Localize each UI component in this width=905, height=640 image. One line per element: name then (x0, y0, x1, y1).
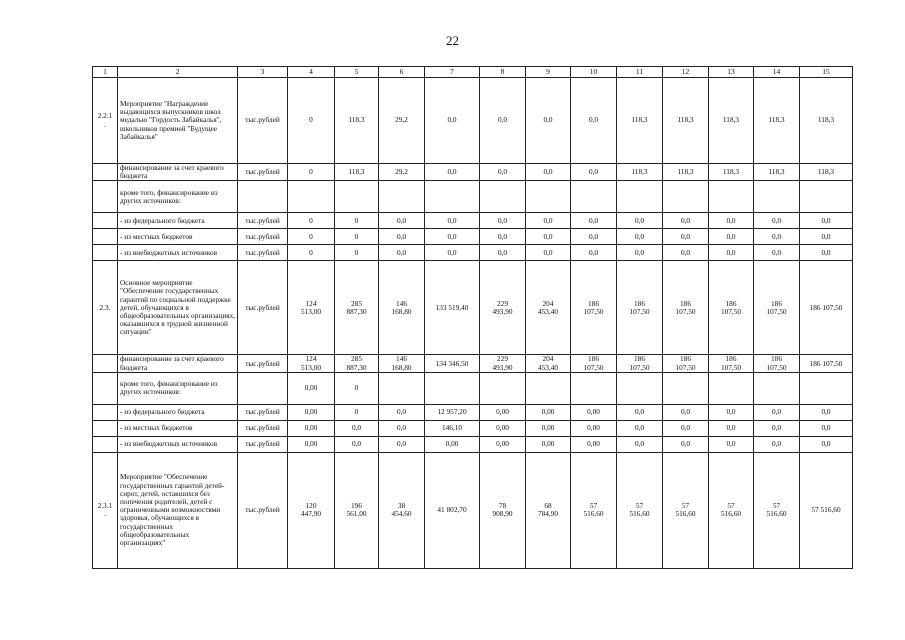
value-cell: 0,0 (379, 436, 425, 452)
table-row (93, 436, 853, 452)
header-row (93, 67, 853, 78)
row-description: - из местных бюджетов (118, 420, 238, 436)
column-header: 4 (288, 67, 335, 78)
value-cell: 0 (288, 245, 335, 261)
value-cell: 118,3 (335, 78, 379, 164)
value-cell: 186 107,50 (800, 261, 853, 355)
value-cell: 0,0 (800, 213, 853, 229)
row-unit (238, 181, 288, 213)
row-description: кроме того, финансирование из других источников: (118, 181, 238, 213)
value-cell: 12 957,20 (425, 404, 480, 420)
column-header: 8 (480, 67, 526, 78)
value-cell (709, 181, 754, 213)
value-cell: 118,3 (709, 164, 754, 181)
table-row (93, 372, 853, 404)
value-cell: 120 447,90 (288, 452, 335, 568)
value-cell: 0,0 (754, 229, 800, 245)
row-description: - из внебюджетных источников (118, 436, 238, 452)
value-cell: 57 516,60 (709, 452, 754, 568)
value-cell: 57 516,60 (800, 452, 853, 568)
value-cell (425, 181, 480, 213)
value-cell: 0,0 (571, 213, 617, 229)
row-description: Мероприятие "Обеспечение государственных гарантий детей-сирот, детей, оставшихся без попечения родителей, детей с ограниченными возможностями здоровья, обучающихся в государственных общеобразовательных организациях" (118, 452, 238, 568)
row-description: - из федерального бюджета (118, 213, 238, 229)
value-cell: 0 (335, 372, 379, 404)
value-cell: 29,2 (379, 78, 425, 164)
value-cell: 186 107,50 (663, 261, 709, 355)
value-cell: 0,0 (709, 420, 754, 436)
value-cell: 57 516,60 (617, 452, 663, 568)
value-cell: 0,0 (425, 213, 480, 229)
row-unit: тыс.рублей (238, 420, 288, 436)
value-cell: 134 346,50 (425, 355, 480, 372)
value-cell: 186 107,50 (663, 355, 709, 372)
value-cell: 186 107,50 (800, 355, 853, 372)
column-header: 12 (663, 67, 709, 78)
table-row (93, 181, 853, 213)
value-cell: 0,0 (335, 436, 379, 452)
value-cell: 0,0 (526, 213, 571, 229)
row-unit: тыс.рублей (238, 404, 288, 420)
value-cell: 0,0 (425, 164, 480, 181)
row-number (93, 213, 118, 229)
value-cell: 0,0 (617, 229, 663, 245)
column-header: 6 (379, 67, 425, 78)
row-unit: тыс.рублей (238, 78, 288, 164)
value-cell: 0 (335, 229, 379, 245)
row-number (93, 181, 118, 213)
value-cell: 0 (335, 404, 379, 420)
value-cell: 0,0 (379, 245, 425, 261)
value-cell: 0,0 (617, 436, 663, 452)
value-cell: 29,2 (379, 164, 425, 181)
value-cell (754, 372, 800, 404)
row-unit: тыс.рублей (238, 229, 288, 245)
value-cell: 0,0 (617, 245, 663, 261)
row-description: кроме того, финансирование из других источников: (118, 372, 238, 404)
value-cell: 0,0 (800, 420, 853, 436)
value-cell: 0,0 (425, 229, 480, 245)
row-number: 2.3. (93, 261, 118, 355)
value-cell: 0,00 (571, 420, 617, 436)
value-cell (663, 372, 709, 404)
value-cell: 78 908,90 (480, 452, 526, 568)
value-cell: 118,3 (663, 164, 709, 181)
row-description: финансирование за счет краевого бюджета (118, 164, 238, 181)
value-cell: 0,0 (526, 245, 571, 261)
value-cell: 68 784,90 (526, 452, 571, 568)
value-cell (379, 181, 425, 213)
column-header: 11 (617, 67, 663, 78)
row-unit: тыс.рублей (238, 452, 288, 568)
row-number (93, 404, 118, 420)
value-cell: 0,0 (571, 245, 617, 261)
row-unit: тыс.рублей (238, 245, 288, 261)
value-cell (709, 372, 754, 404)
value-cell: 0,0 (379, 404, 425, 420)
table-row (93, 261, 853, 355)
row-unit: тыс.рублей (238, 436, 288, 452)
value-cell: 146 168,80 (379, 261, 425, 355)
value-cell: 0,0 (663, 229, 709, 245)
value-cell: 0,0 (754, 420, 800, 436)
value-cell: 186 107,50 (571, 355, 617, 372)
value-cell: 118,3 (663, 78, 709, 164)
value-cell (800, 372, 853, 404)
value-cell: 0,0 (800, 436, 853, 452)
value-cell: 204 453,40 (526, 261, 571, 355)
row-unit: тыс.рублей (238, 261, 288, 355)
value-cell: 0,0 (379, 229, 425, 245)
value-cell: 186 107,50 (754, 261, 800, 355)
column-header: 9 (526, 67, 571, 78)
value-cell: 0,0 (480, 245, 526, 261)
value-cell: 0,0 (526, 164, 571, 181)
table-row (93, 213, 853, 229)
value-cell (800, 181, 853, 213)
value-cell: 0,0 (480, 78, 526, 164)
value-cell: 41 802,70 (425, 452, 480, 568)
value-cell (379, 372, 425, 404)
table-row (93, 452, 853, 568)
row-number (93, 436, 118, 452)
budget-table (92, 66, 853, 569)
column-header: 10 (571, 67, 617, 78)
row-description: - из внебюджетных источников (118, 245, 238, 261)
value-cell: 0,0 (663, 420, 709, 436)
value-cell: 0,0 (617, 420, 663, 436)
column-header: 14 (754, 67, 800, 78)
row-number (93, 164, 118, 181)
value-cell: 186 107,50 (754, 355, 800, 372)
page-number: 22 (446, 33, 459, 48)
value-cell: 0,0 (480, 164, 526, 181)
value-cell: 0,00 (526, 420, 571, 436)
value-cell: 186 107,50 (709, 261, 754, 355)
value-cell: 285 887,30 (335, 355, 379, 372)
table-body (93, 67, 853, 569)
value-cell: 186 107,50 (617, 261, 663, 355)
value-cell (754, 181, 800, 213)
value-cell: 0,0 (800, 245, 853, 261)
value-cell: 0,00 (425, 436, 480, 452)
value-cell: 0,0 (526, 229, 571, 245)
column-header: 15 (800, 67, 853, 78)
value-cell: 0,0 (617, 404, 663, 420)
value-cell: 0,0 (480, 213, 526, 229)
value-cell: 186 107,50 (709, 355, 754, 372)
value-cell: 118,3 (709, 78, 754, 164)
value-cell: 0,0 (800, 229, 853, 245)
row-unit: тыс.рублей (238, 355, 288, 372)
value-cell: 146,10 (425, 420, 480, 436)
value-cell (480, 372, 526, 404)
value-cell: 146 168,80 (379, 355, 425, 372)
value-cell (526, 372, 571, 404)
value-cell: 0,0 (754, 213, 800, 229)
value-cell: 0,0 (663, 213, 709, 229)
value-cell (288, 181, 335, 213)
value-cell: 0,0 (709, 404, 754, 420)
row-description: - из федерального бюджета (118, 404, 238, 420)
value-cell: 0,0 (526, 78, 571, 164)
value-cell: 204 453,40 (526, 355, 571, 372)
value-cell (663, 181, 709, 213)
table-row (93, 355, 853, 372)
value-cell: 229 493,90 (480, 261, 526, 355)
value-cell: 0 (288, 164, 335, 181)
value-cell: 0,0 (425, 78, 480, 164)
value-cell: 0 (335, 213, 379, 229)
value-cell: 118,3 (754, 164, 800, 181)
row-number (93, 420, 118, 436)
row-description: - из местных бюджетов (118, 229, 238, 245)
value-cell: 186 107,50 (571, 261, 617, 355)
column-header: 3 (238, 67, 288, 78)
value-cell: 0,0 (335, 420, 379, 436)
value-cell: 0,0 (754, 436, 800, 452)
value-cell: 0,0 (709, 436, 754, 452)
value-cell: 0,00 (288, 420, 335, 436)
value-cell (425, 372, 480, 404)
row-number (93, 355, 118, 372)
row-description: финансирование за счет краевого бюджета (118, 355, 238, 372)
row-number (93, 372, 118, 404)
value-cell: 0,0 (379, 213, 425, 229)
value-cell: 0,0 (379, 420, 425, 436)
value-cell (571, 372, 617, 404)
column-header: 13 (709, 67, 754, 78)
value-cell: 0,0 (663, 436, 709, 452)
row-number: 2.3.1 . (93, 452, 118, 568)
value-cell: 0,0 (754, 245, 800, 261)
value-cell: 57 516,60 (571, 452, 617, 568)
row-number (93, 245, 118, 261)
value-cell: 0 (288, 78, 335, 164)
value-cell: 0,00 (480, 404, 526, 420)
table-row (93, 78, 853, 164)
value-cell: 57 516,60 (754, 452, 800, 568)
row-number: 2.2.1 . (93, 78, 118, 164)
column-header: 5 (335, 67, 379, 78)
value-cell: 0,0 (425, 245, 480, 261)
value-cell: 0,0 (571, 78, 617, 164)
row-unit: тыс.рублей (238, 164, 288, 181)
row-description: Основное мероприятие "Обеспечение государственных гарантий по социальной поддержке детей, обучающихся в общеобразовательных организациях, оказавшихся в трудной жизненной ситуации" (118, 261, 238, 355)
value-cell (526, 181, 571, 213)
table-row (93, 404, 853, 420)
column-header: 7 (425, 67, 480, 78)
value-cell: 0,00 (526, 404, 571, 420)
value-cell: 124 513,00 (288, 261, 335, 355)
value-cell: 0 (335, 245, 379, 261)
value-cell: 0,00 (571, 404, 617, 420)
row-unit: тыс.рублей (238, 213, 288, 229)
value-cell: 0,0 (754, 404, 800, 420)
value-cell: 57 516,60 (663, 452, 709, 568)
value-cell: 196 561,00 (335, 452, 379, 568)
value-cell: 0,00 (288, 372, 335, 404)
column-header: 2 (118, 67, 238, 78)
value-cell: 0,00 (288, 404, 335, 420)
value-cell: 118,3 (800, 78, 853, 164)
value-cell (480, 181, 526, 213)
value-cell: 0,0 (617, 213, 663, 229)
value-cell: 0 (288, 229, 335, 245)
table-row (93, 420, 853, 436)
value-cell: 0,0 (571, 164, 617, 181)
value-cell: 0,00 (480, 420, 526, 436)
value-cell: 0,0 (800, 404, 853, 420)
value-cell: 0,00 (526, 436, 571, 452)
value-cell: 0,0 (663, 245, 709, 261)
row-unit (238, 372, 288, 404)
value-cell: 0,0 (709, 213, 754, 229)
value-cell: 285 887,30 (335, 261, 379, 355)
value-cell: 124 513,00 (288, 355, 335, 372)
table-row (93, 164, 853, 181)
value-cell: 133 519,40 (425, 261, 480, 355)
row-number (93, 229, 118, 245)
value-cell: 0,0 (571, 229, 617, 245)
value-cell (617, 181, 663, 213)
value-cell: 118,3 (617, 78, 663, 164)
value-cell: 0 (288, 213, 335, 229)
value-cell: 0,0 (709, 229, 754, 245)
table-row (93, 229, 853, 245)
value-cell: 229 493,90 (480, 355, 526, 372)
value-cell: 186 107,50 (617, 355, 663, 372)
value-cell (617, 372, 663, 404)
row-description: Мероприятие "Награждение выдающихся выпускников школ медалью "Гордость Забайкалья", школьников премией "Будущее Забайкалья" (118, 78, 238, 164)
value-cell: 118,3 (800, 164, 853, 181)
value-cell: 0,0 (663, 404, 709, 420)
column-header: 1 (93, 67, 118, 78)
value-cell: 118,3 (617, 164, 663, 181)
value-cell (571, 181, 617, 213)
table-row (93, 245, 853, 261)
value-cell: 118,3 (754, 78, 800, 164)
value-cell: 0,0 (480, 229, 526, 245)
value-cell: 38 454,60 (379, 452, 425, 568)
value-cell: 0,00 (288, 436, 335, 452)
value-cell (335, 181, 379, 213)
value-cell: 0,00 (571, 436, 617, 452)
value-cell: 118,3 (335, 164, 379, 181)
value-cell: 0,00 (480, 436, 526, 452)
value-cell: 0,0 (709, 245, 754, 261)
